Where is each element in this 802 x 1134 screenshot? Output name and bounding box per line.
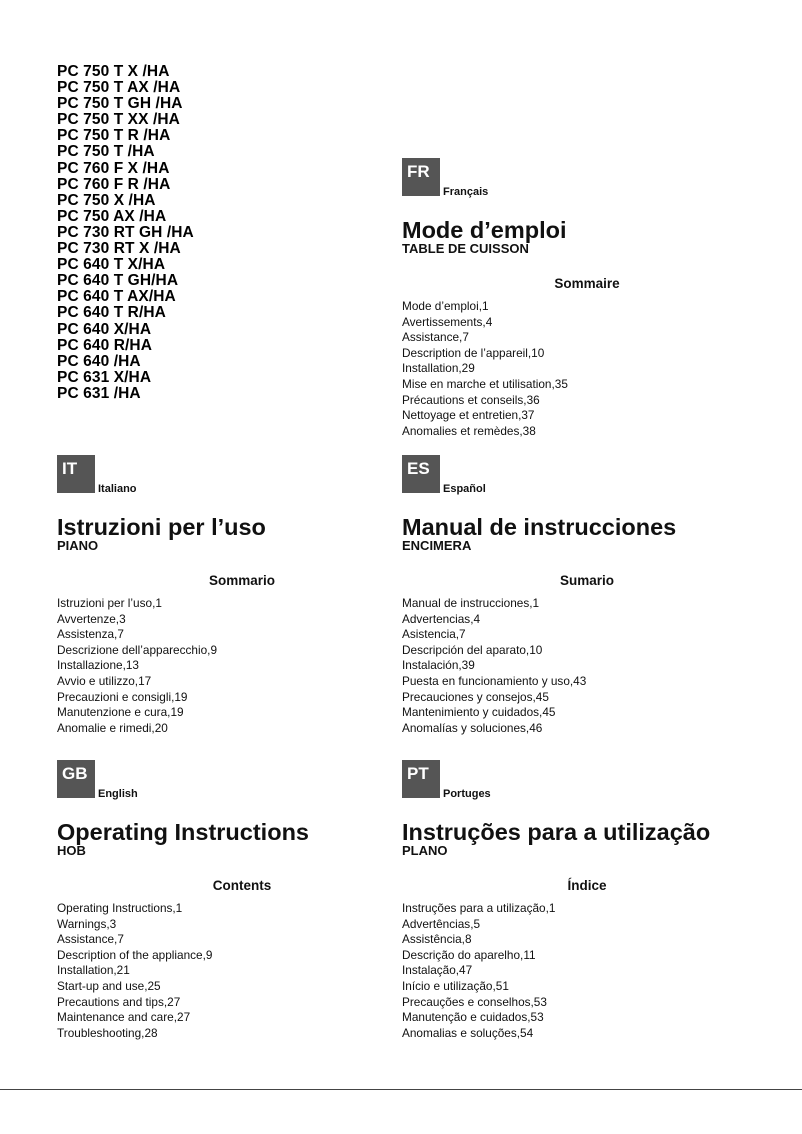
toc-item: Manutenção e cuidados,53 [402,1010,544,1025]
model-name: PC 640 X/HA [57,320,152,338]
toc-item: Assistance,7 [402,330,469,345]
language-section-pt [402,760,732,1041]
toc-item: Precauções e conselhos,53 [402,994,547,1009]
model-name: PC 640 /HA [57,352,141,370]
toc-item: Descripción del aparato,10 [402,642,543,657]
model-name: PC 640 T AX/HA [57,288,176,306]
toc-list [402,901,732,1041]
toc-item: Descrição do aparelho,11 [402,947,536,962]
toc-item: Assistenza,7 [57,627,124,642]
toc-item: Installazione,13 [57,658,139,673]
model-name: PC 640 T GH/HA [57,272,179,290]
toc-item: Anomalies et remèdes,38 [402,423,536,438]
toc-item: Start-up and use,25 [57,978,161,993]
toc-item: Advertências,5 [402,916,481,931]
model-name: PC 631 X/HA [57,368,152,386]
model-name: PC 750 T AX /HA [57,79,181,97]
toc-item: Precauciones y consejos,45 [402,689,549,704]
toc-item: Installation,21 [57,963,130,978]
toc-item: Mantenimiento y cuidados,45 [402,705,556,720]
toc-item: Précautions et conseils,36 [402,392,540,407]
language-name: Español [443,483,486,495]
toc-heading: Sommario [208,573,276,588]
language-header [402,455,732,493]
toc-item: Início e utilização,51 [402,978,509,993]
toc-item: Instalación,39 [402,658,475,673]
language-code-badge: IT [57,455,95,493]
model-name: PC 760 F X /HA [57,159,170,177]
toc-list [57,596,387,736]
toc-item: Istruzioni per l’uso,1 [57,596,162,610]
toc-heading: Sommaire [554,276,620,291]
toc-item: Avvertenze,3 [57,611,126,626]
language-name: Italiano [98,483,137,495]
toc-item: Precautions and tips,27 [57,994,181,1009]
model-name: PC 640 R/HA [57,336,152,354]
toc-item: Warnings,3 [57,916,117,931]
toc-list [57,901,387,1041]
model-name: PC 730 RT GH /HA [57,223,194,241]
toc-list [402,299,732,439]
manual-subtitle: PIANO [57,538,99,553]
toc-item: Anomalías y soluciones,46 [402,720,543,735]
toc-heading: Contents [212,878,272,893]
manual-subtitle: TABLE DE CUISSON [402,241,529,256]
toc-item: Installation,29 [402,361,475,376]
toc-item: Precauzioni e consigli,19 [57,689,188,704]
toc-item: Operating Instructions,1 [57,901,183,915]
model-name: PC 750 T X /HA [57,63,170,80]
model-name: PC 750 T /HA [57,143,155,161]
language-section-es [402,455,732,736]
toc-item: Mise en marche et utilisation,35 [402,376,568,391]
model-name: PC 750 T GH /HA [57,95,183,113]
manual-title: Operating Instructions [57,819,309,845]
manual-subtitle: HOB [57,843,86,858]
toc-item: Nettoyage et entretien,37 [402,408,535,423]
toc-item: Asistencia,7 [402,627,466,642]
model-name: PC 750 X /HA [57,191,156,209]
toc-item: Avvio e utilizzo,17 [57,673,152,688]
language-header [57,455,387,493]
toc-item: Puesta en funcionamiento y uso,43 [402,673,587,688]
language-section-gb [57,760,387,1041]
toc-item: Anomalie e rimedi,20 [57,720,168,735]
model-name: PC 750 AX /HA [57,207,167,225]
language-code-badge: FR [402,158,440,196]
language-section-fr [402,158,732,439]
toc-item: Manual de instrucciones,1 [402,596,540,610]
model-name: PC 640 T R/HA [57,304,166,322]
toc-item: Manutenzione e cura,19 [57,705,184,720]
model-name: PC 750 T XX /HA [57,111,180,129]
language-name: Français [443,186,489,198]
language-name: English [98,788,138,800]
footer-divider [0,1089,802,1090]
toc-item: Troubleshooting,28 [57,1025,158,1040]
language-code-badge: GB [57,760,95,798]
toc-heading: Sumario [559,573,614,588]
model-list [57,64,194,402]
toc-item: Anomalias e soluções,54 [402,1025,534,1040]
toc-list [402,596,732,736]
manual-title: Manual de instrucciones [402,514,677,540]
model-name: PC 640 T X/HA [57,256,166,274]
toc-item: Description of the appliance,9 [57,947,213,962]
toc-item: Maintenance and care,27 [57,1010,191,1025]
toc-item: Avertissements,4 [402,314,493,329]
model-name: PC 760 F R /HA [57,175,171,193]
toc-item: Advertencias,4 [402,611,481,626]
language-code-badge: PT [402,760,440,798]
toc-item: Instruções para a utilização,1 [402,901,556,915]
model-name: PC 631 /HA [57,384,141,402]
model-name: PC 730 RT X /HA [57,240,181,258]
manual-subtitle: ENCIMERA [402,538,472,553]
language-section-it [57,455,387,736]
language-header [402,760,732,798]
language-header [402,158,732,196]
toc-item: Assistência,8 [402,932,472,947]
toc-item: Instalação,47 [402,963,473,978]
toc-item: Descrizione dell’apparecchio,9 [57,642,218,657]
manual-title: Istruzioni per l’uso [57,514,266,540]
language-code-badge: ES [402,455,440,493]
manual-subtitle: PLANO [402,843,448,858]
manual-title: Mode d’emploi [402,217,567,243]
toc-item: Description de l’appareil,10 [402,345,545,360]
language-name: Portuges [443,788,491,800]
language-header [57,760,387,798]
toc-item: Mode d’emploi,1 [402,299,489,313]
toc-item: Assistance,7 [57,932,124,947]
toc-heading: Índice [567,878,607,893]
model-name: PC 750 T R /HA [57,127,171,145]
manual-title: Instruções para a utilização [402,819,711,845]
